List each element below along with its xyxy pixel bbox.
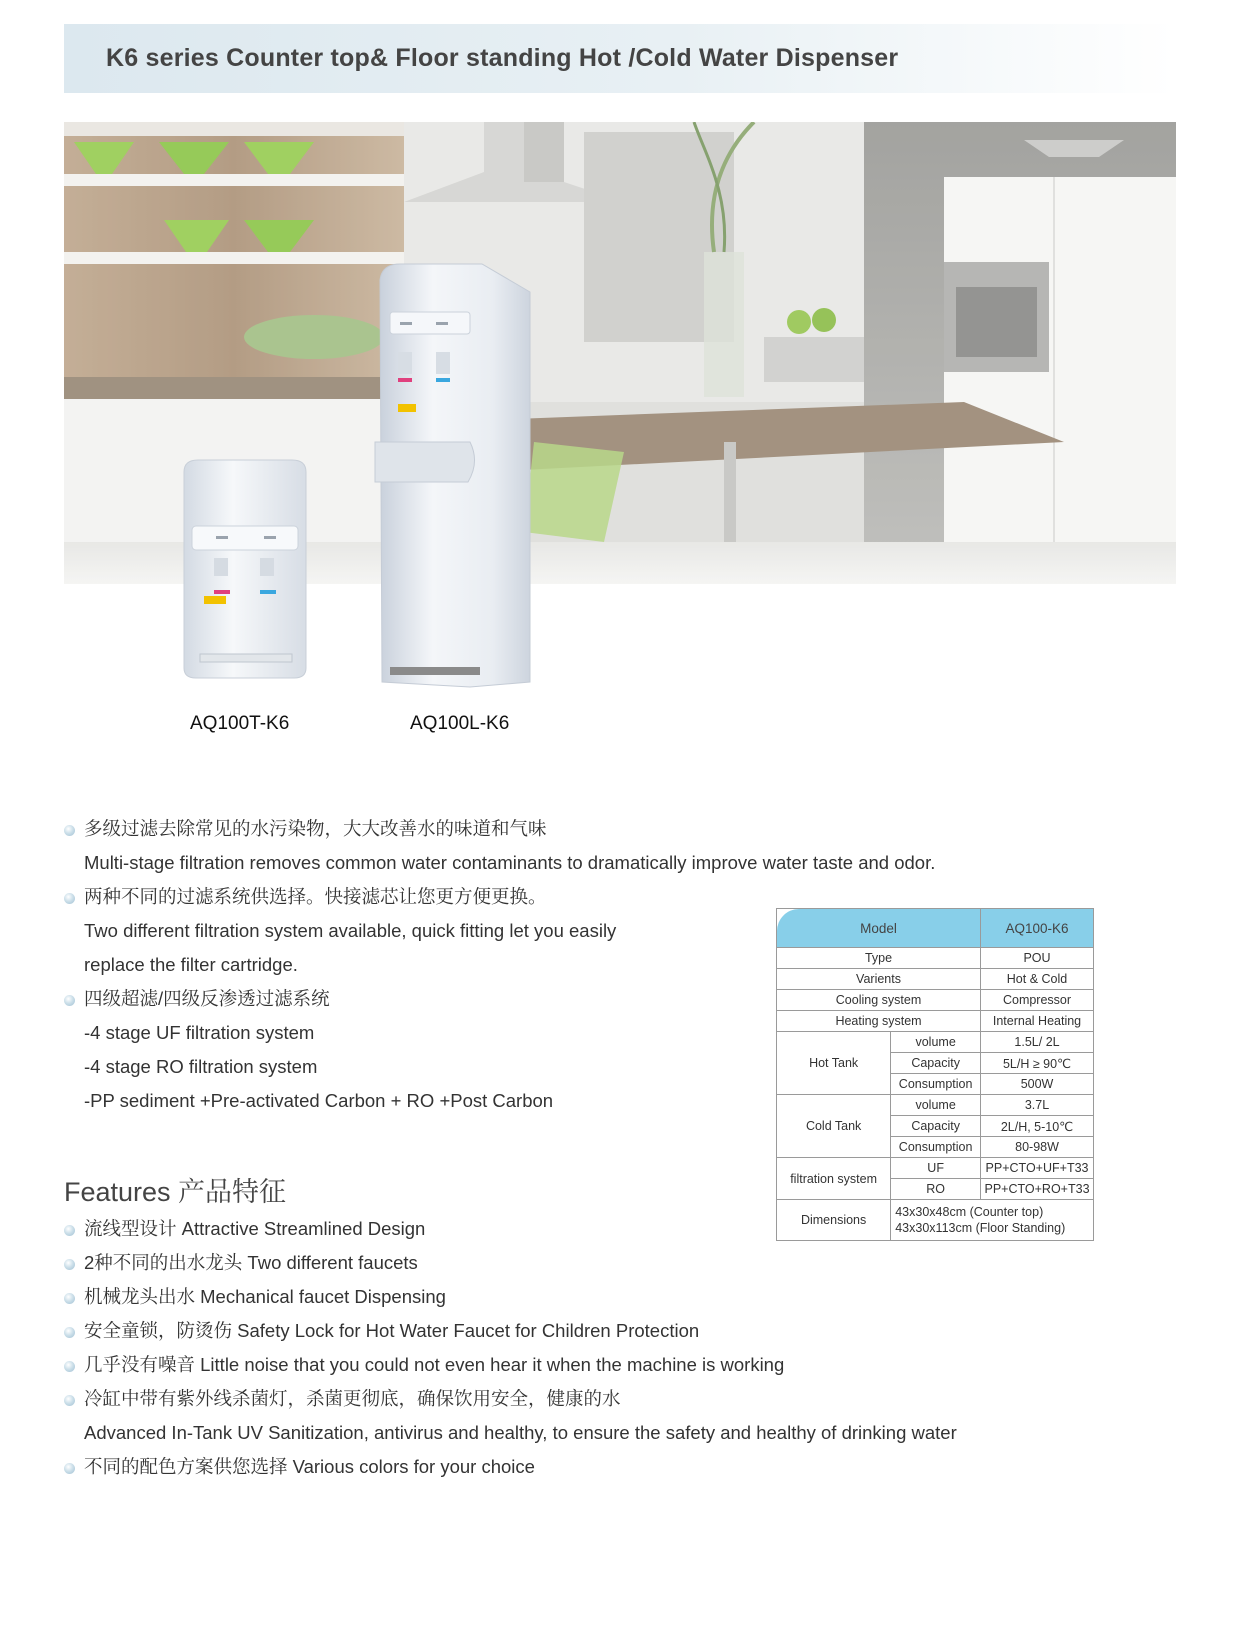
spec-row: Type POU (777, 948, 1094, 969)
spec-row: Capacity 5L/H ≥ 90℃ (777, 1053, 1094, 1074)
title-banner (64, 24, 1176, 93)
bullet-dot-icon (64, 995, 75, 1006)
spec-row: Heating system Internal Heating (777, 1011, 1094, 1032)
bullet-dot-icon (64, 1395, 75, 1406)
product-label-counter-top: AQ100T-K6 (190, 713, 290, 734)
feature-item: 安全童锁，防烫伤 Safety Lock for Hot Water Faucet for Children Protection (64, 1314, 1184, 1348)
bullet-continuation: -PP sediment +Pre-activated Carbon + RO +Post Carbon (84, 1090, 554, 1111)
filtration-label: filtration system (777, 1158, 891, 1200)
bullet-dot-icon (64, 1327, 75, 1338)
bullet-continuation: -4 stage UF filtration system (84, 1022, 315, 1043)
bullet-continuation: replace the filter cartridge. (84, 954, 298, 975)
feature-continuation: Advanced In-Tank UV Sanitization, antivirus and healthy, to ensure the safety and healthy of drinking water (84, 1422, 957, 1443)
spec-row: Consumption 500W (777, 1074, 1094, 1095)
spec-row: Cold Tank volume 3.7L (777, 1095, 1094, 1116)
bullet-dot-icon (64, 825, 75, 836)
bullet-dot-icon (64, 1361, 75, 1372)
bullet-dot-icon (64, 1225, 75, 1236)
bullet-item: 多级过滤去除常见的水污染物，大大改善水的味道和气味 (64, 812, 1184, 846)
bullet-item: 四级超滤/四级反渗透过滤系统 (64, 982, 1184, 1016)
dimensions-value: 43x30x48cm (Counter top) 43x30x113cm (Floor Standing) (891, 1200, 1094, 1241)
feature-item: 2种不同的出水龙头 Two different faucets (64, 1246, 1184, 1280)
spec-row: Hot Tank volume 1.5L/ 2L (777, 1032, 1094, 1053)
features-list (64, 1212, 1184, 1484)
spec-row: Varients Hot & Cold (777, 969, 1094, 990)
bullet-dot-icon (64, 1293, 75, 1304)
spec-row: Consumption 80-98W (777, 1137, 1094, 1158)
spec-row: Capacity 2L/H, 5-10℃ (777, 1116, 1094, 1137)
bullet-dot-icon (64, 1463, 75, 1474)
feature-item: 几乎没有噪音 Little noise that you could not even hear it when the machine is working (64, 1348, 1184, 1382)
floor-standing-dispenser-image (370, 262, 550, 694)
counter-top-dispenser-image (180, 458, 310, 683)
spec-row: RO PP+CTO+RO+T33 (777, 1179, 1094, 1200)
dimensions-label: Dimensions (777, 1200, 891, 1241)
product-label-floor-standing: AQ100L-K6 (410, 713, 510, 734)
spec-header-model: Model (777, 909, 981, 948)
feature-item: 流线型设计 Attractive Streamlined Design (64, 1212, 1184, 1246)
bullet-continuation: -4 stage RO filtration system (84, 1056, 318, 1077)
spec-header-value: AQ100-K6 (981, 909, 1094, 948)
spec-row: filtration system UF PP+CTO+UF+T33 (777, 1158, 1094, 1179)
features-heading: Features 产品特征 (64, 1177, 287, 1207)
spec-table (776, 908, 1094, 1241)
hot-tank-label: Hot Tank (777, 1032, 891, 1095)
spec-row (777, 1200, 1094, 1241)
feature-item: 不同的配色方案供您选择 Various colors for your choice (64, 1450, 1184, 1484)
bullet-item: 两种不同的过滤系统供选择。快接滤芯让您更方便更换。 (64, 880, 1184, 914)
bullet-dot-icon (64, 1259, 75, 1270)
cold-tank-label: Cold Tank (777, 1095, 891, 1158)
bullet-continuation: Two different filtration system available, quick fitting let you easily (84, 920, 617, 941)
bullet-continuation: Multi-stage filtration removes common water contaminants to dramatically improve water taste and odor. (84, 852, 936, 873)
spec-row: Cooling system Compressor (777, 990, 1094, 1011)
spec-header-row (777, 909, 1094, 948)
bullet-dot-icon (64, 893, 75, 904)
feature-item: 冷缸中带有紫外线杀菌灯，杀菌更彻底，确保饮用安全，健康的水 (64, 1382, 1184, 1416)
feature-item: 机械龙头出水 Mechanical faucet Dispensing (64, 1280, 1184, 1314)
page-title: K6 series Counter top& Floor standing Hot /Cold Water Dispenser (106, 44, 899, 72)
